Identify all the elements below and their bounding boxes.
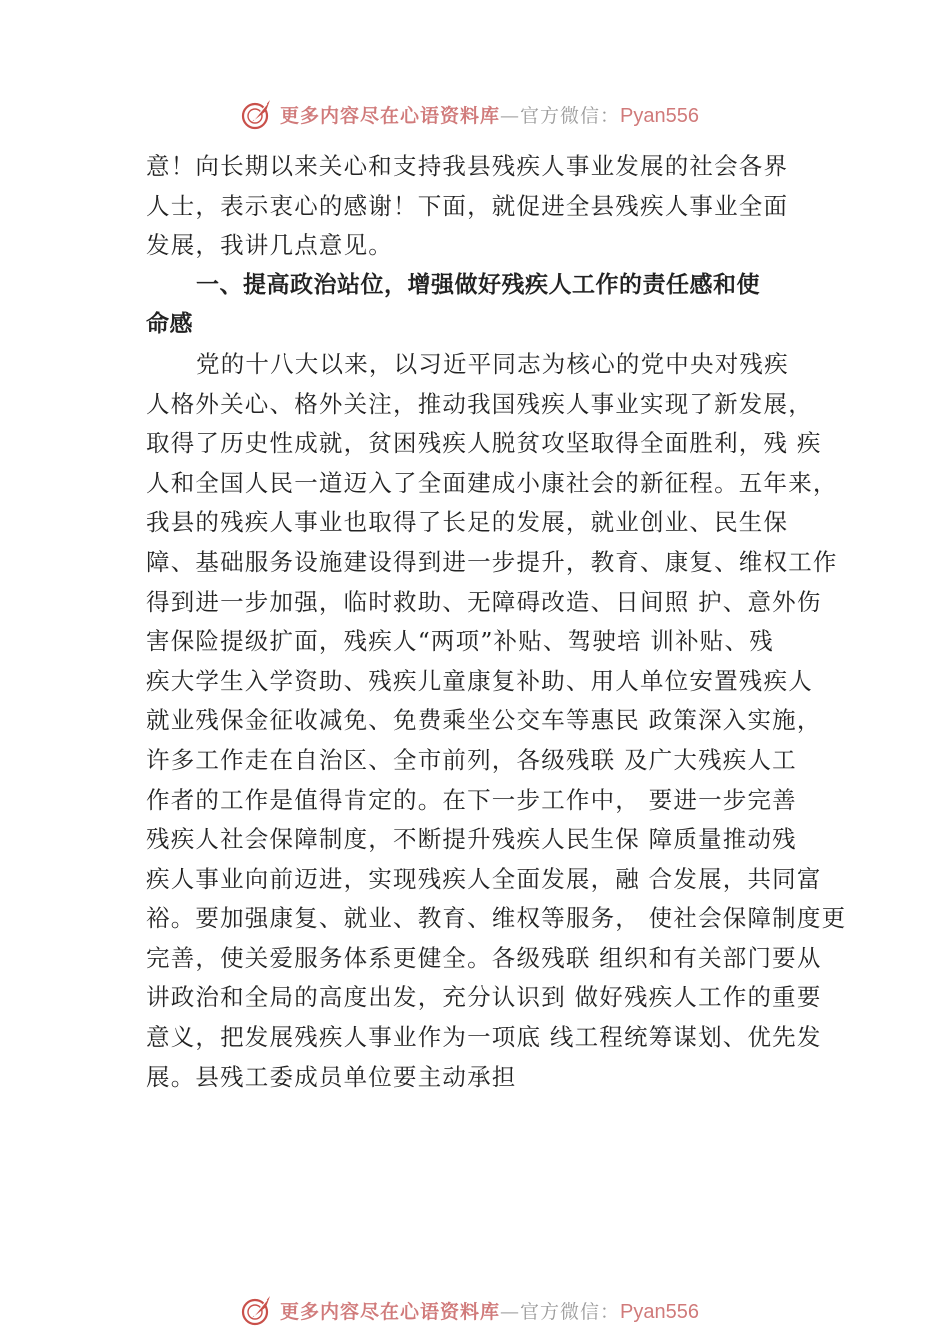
body-text-line: 人和全国人民一道迈入了全面建成小康社会的新征程。五年来， bbox=[146, 468, 838, 497]
body-text-line: 人士，表示衷心的感谢！下面，就促进全县残疾人事业全面 bbox=[146, 191, 789, 220]
body-text-line: 发展，我讲几点意见。 bbox=[146, 231, 393, 260]
watermark-main-text: 更多内容尽在心语资料库 bbox=[280, 104, 501, 127]
body-text-line: 讲政治和全局的高度出发，充分认识到 做好残疾人工作的重要 bbox=[146, 983, 822, 1012]
body-text-line: 障、基础服务设施建设得到进一步提升，教育、康复、维权工作 bbox=[146, 547, 838, 576]
watermark-wechat-id: Pyan556 bbox=[620, 104, 699, 127]
watermark-label: 官方微信： bbox=[520, 104, 621, 127]
watermark-banner-bottom bbox=[0, 1290, 950, 1330]
watermark-dash: — bbox=[500, 104, 521, 127]
body-text-line: 意义，把发展残疾人事业作为一项底 线工程统筹谋划、优先发 bbox=[146, 1023, 822, 1052]
body-text-line: 许多工作走在自治区、全市前列，各级残联 及广大残疾人工 bbox=[146, 745, 797, 774]
body-text-line: 人格外关心、格外关注，推动我国残疾人事业实现了新发展， bbox=[146, 389, 813, 418]
body-text-line: 疾大学生入学资助、残疾儿童康复补助、用人单位安置残疾人 bbox=[146, 666, 813, 695]
feather-pen-seal-icon bbox=[240, 1293, 274, 1327]
body-text-line: 害保险提级扩面，残疾人“两项”补贴、驾驶培 训补贴、残 bbox=[146, 627, 774, 656]
body-text-line: 疾人事业向前迈进，实现残疾人全面发展，融 合发展，共同富 bbox=[146, 864, 822, 893]
watermark-main-text: 更多内容尽在心语资料库 bbox=[280, 1300, 501, 1323]
body-text-line: 展。县残工委成员单位要主动承担 bbox=[146, 1062, 517, 1091]
body-text-line: 党的十八大以来，以习近平同志为核心的党中央对残疾 bbox=[196, 349, 789, 378]
body-text-line: 完善，使关爱服务体系更健全。各级残联 组织和有关部门要从 bbox=[146, 943, 822, 972]
body-text-line: 我县的残疾人事业也取得了长足的发展，就业创业、民生保 bbox=[146, 508, 789, 537]
body-text-line: 得到进一步加强，临时救助、无障碍改造、日间照 护、意外伤 bbox=[146, 587, 822, 616]
feather-pen-seal-icon bbox=[240, 97, 274, 131]
body-text-line: 作者的工作是值得肯定的。在下一步工作中， 要进一步完善 bbox=[146, 785, 797, 814]
body-text-line: 意！向长期以来关心和支持我县残疾人事业发展的社会各界 bbox=[146, 152, 789, 180]
body-text-line: 就业残保金征收减免、免费乘坐公交车等惠民 政策深入实施， bbox=[146, 706, 822, 735]
section-heading-line: 一、提高政治站位，增强做好残疾人工作的责任感和使 bbox=[196, 271, 760, 298]
document-body bbox=[146, 147, 846, 1097]
body-text-line: 裕。要加强康复、就业、教育、维权等服务， 使社会保障制度更 bbox=[146, 904, 847, 933]
body-text-line: 残疾人社会保障制度，不断提升残疾人民生保 障质量推动残 bbox=[146, 825, 797, 854]
section-heading-line: 命感 bbox=[146, 311, 193, 338]
watermark-wechat-id: Pyan556 bbox=[620, 1300, 699, 1323]
watermark-dash: — bbox=[500, 1300, 521, 1323]
watermark-label: 官方微信： bbox=[520, 1300, 621, 1323]
body-text-line: 取得了历史性成就，贫困残疾人脱贫攻坚取得全面胜利，残 疾 bbox=[146, 429, 822, 458]
watermark-banner-top bbox=[0, 94, 950, 134]
